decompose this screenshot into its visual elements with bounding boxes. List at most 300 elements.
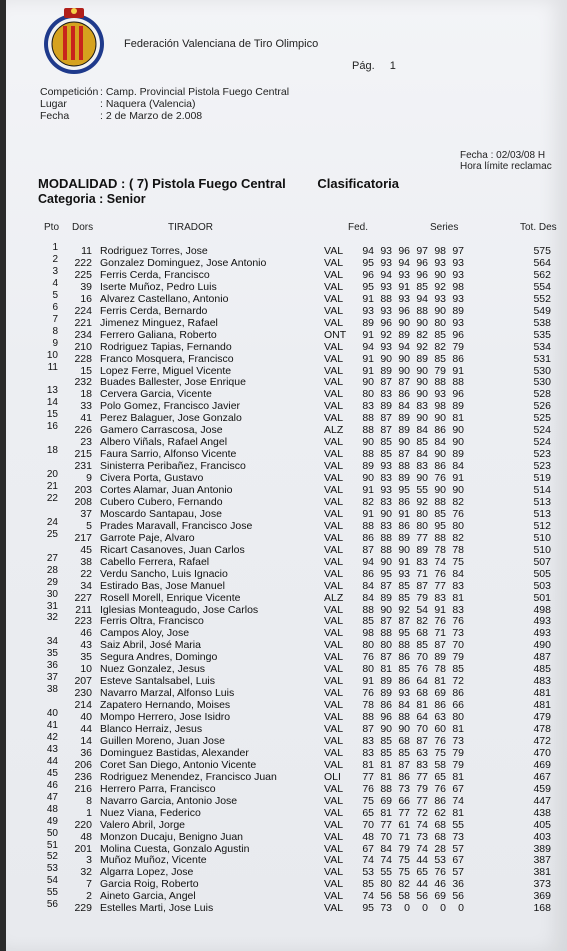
total-cell: 403 <box>533 830 551 843</box>
shooter-name-cell: Dominguez Bastidas, Alexander <box>100 746 249 759</box>
shooter-name-cell: Rodriguez Menendez, Francisco Juan <box>100 770 277 783</box>
total-cell: 490 <box>533 639 551 652</box>
series-3-cell: 91 <box>398 280 410 293</box>
series-1-cell: 80 <box>362 388 374 401</box>
total-cell: 501 <box>533 591 551 604</box>
series-5-cell: 92 <box>434 280 446 293</box>
rank-cell: 3 <box>52 265 58 277</box>
series-6-cell: 93 <box>452 268 464 281</box>
total-cell: 369 <box>533 890 551 903</box>
series-4-cell: 65 <box>416 866 428 879</box>
federation-cell: VAL <box>324 663 344 676</box>
series-2-cell: 84 <box>380 842 392 855</box>
bib-cell: 210 <box>74 340 92 353</box>
bib-cell: 14 <box>80 734 92 747</box>
series-5-cell: 68 <box>434 830 446 843</box>
rank-cell: 16 <box>46 421 58 433</box>
shooter-name-cell: Ferris Cerda, Bernardo <box>100 304 208 317</box>
series-3-cell: 89 <box>398 328 410 341</box>
bib-cell: 211 <box>75 603 92 616</box>
shooter-name-cell: Segura Andres, Domingo <box>100 651 218 664</box>
series-1-cell: 81 <box>362 758 374 771</box>
series-6-cell: 73 <box>452 830 464 843</box>
rank-cell: 4 <box>52 277 58 289</box>
series-2-cell: 89 <box>380 364 392 377</box>
series-3-cell: 93 <box>398 567 410 580</box>
series-4-cell: 90 <box>416 316 428 329</box>
series-3-cell: 91 <box>398 555 410 568</box>
rank-cell: 10 <box>46 349 58 361</box>
series-5-cell: 58 <box>434 758 446 771</box>
series-5-cell: 88 <box>434 495 446 508</box>
series-4-cell: 79 <box>416 591 428 604</box>
series-1-cell: 95 <box>362 902 374 915</box>
series-1-cell: 88 <box>362 519 374 532</box>
series-1-cell: 65 <box>362 806 374 819</box>
total-cell: 483 <box>533 675 551 688</box>
shooter-name-cell: Molina Cuesta, Gonzalo Agustin <box>100 842 250 855</box>
series-2-cell: 80 <box>380 878 392 891</box>
total-cell: 513 <box>533 507 551 520</box>
federation-cell: VAL <box>324 567 344 580</box>
series-3-cell: 86 <box>398 388 410 401</box>
series-6-cell: 96 <box>452 328 464 341</box>
federation-cell: VAL <box>324 746 344 759</box>
bib-cell: 15 <box>80 364 92 377</box>
series-5-cell: 75 <box>434 746 446 759</box>
series-6-cell: 89 <box>452 448 464 461</box>
series-3-cell: 90 <box>398 352 410 365</box>
date-value: : 2 de Marzo de 2.008 <box>100 110 203 122</box>
federation-cell: VAL <box>324 292 344 305</box>
series-3-cell: 90 <box>398 436 410 449</box>
series-5-cell: 87 <box>434 639 446 652</box>
series-2-cell: 74 <box>380 854 392 867</box>
shooter-name-cell: Rosell Morell, Enrique Vicente <box>100 591 241 604</box>
bib-cell: 222 <box>74 256 92 269</box>
rank-cell: 11 <box>47 361 58 373</box>
bib-cell: 10 <box>80 663 92 676</box>
bib-cell: 5 <box>86 519 92 532</box>
shooter-name-cell: Guillen Moreno, Juan Jose <box>100 734 225 747</box>
shooter-name-cell: Garrote Paje, Alvaro <box>100 531 195 544</box>
shooter-name-cell: Buades Ballester, Jose Enrique <box>100 376 246 389</box>
rank-cell: 9 <box>52 337 58 349</box>
series-5-cell: 62 <box>434 806 446 819</box>
series-4-cell: 85 <box>416 280 428 293</box>
series-1-cell: 88 <box>362 448 374 461</box>
series-5-cell: 65 <box>434 770 446 783</box>
series-6-cell: 0 <box>458 902 464 915</box>
series-1-cell: 91 <box>362 484 374 496</box>
column-header-dors: Dors <box>72 222 94 233</box>
series-1-cell: 84 <box>362 579 374 592</box>
series-5-cell: 85 <box>434 352 446 365</box>
series-4-cell: 44 <box>416 878 428 891</box>
series-6-cell: 98 <box>452 280 464 293</box>
series-3-cell: 86 <box>398 651 410 664</box>
shooter-name-cell: Moscardo Santapau, Jose <box>100 507 222 520</box>
total-cell: 512 <box>533 519 551 532</box>
series-1-cell: 91 <box>362 292 374 305</box>
rank-cell: 44 <box>46 755 58 767</box>
series-2-cell: 80 <box>380 639 392 652</box>
series-4-cell: 84 <box>416 424 428 437</box>
series-6-cell: 90 <box>452 484 464 496</box>
series-1-cell: 83 <box>362 746 374 759</box>
series-3-cell: 93 <box>398 687 410 700</box>
shooter-name-cell: Estelles Marti, Jose Luis <box>100 902 214 915</box>
series-1-cell: 86 <box>362 567 374 580</box>
federation-cell: VAL <box>324 376 344 389</box>
series-1-cell: 88 <box>362 711 374 724</box>
federation-cell: VAL <box>324 484 344 496</box>
federation-cell: VAL <box>324 723 344 735</box>
bib-cell: 231 <box>74 460 92 473</box>
series-6-cell: 57 <box>452 866 464 879</box>
total-cell: 524 <box>533 424 551 437</box>
series-3-cell: 92 <box>398 603 410 616</box>
bib-cell: 206 <box>74 758 92 771</box>
series-6-cell: 79 <box>452 746 464 759</box>
total-cell: 549 <box>533 304 551 317</box>
print-date: Fecha : 02/03/08 H <box>460 150 546 161</box>
series-5-cell: 86 <box>434 699 446 712</box>
total-cell: 554 <box>533 280 551 293</box>
place-label: Lugar <box>40 98 67 110</box>
bib-cell: 3 <box>86 854 92 867</box>
rank-cell: 8 <box>52 325 58 337</box>
series-4-cell: 79 <box>416 782 428 795</box>
shooter-name-cell: Faura Sarrio, Alfonso Vicente <box>100 448 237 461</box>
shooter-name-cell: Jimenez Minguez, Rafael <box>100 316 218 329</box>
total-cell: 503 <box>533 579 551 592</box>
series-2-cell: 90 <box>380 555 392 568</box>
rank-cell: 13 <box>46 385 58 397</box>
federation-cell: VAL <box>324 256 344 269</box>
series-2-cell: 89 <box>380 675 392 688</box>
total-cell: 373 <box>533 878 551 891</box>
bib-cell: 216 <box>74 782 92 795</box>
series-5-cell: 76 <box>434 615 446 628</box>
total-cell: 485 <box>533 663 551 676</box>
series-6-cell: 86 <box>452 687 464 700</box>
series-6-cell: 74 <box>452 794 464 807</box>
rank-cell: 21 <box>46 481 58 492</box>
bib-cell: 45 <box>80 543 92 556</box>
federation-cell: VAL <box>324 711 344 724</box>
total-cell: 562 <box>533 268 551 281</box>
shooter-name-cell: Lopez Ferre, Miguel Vicente <box>100 364 232 377</box>
total-cell: 519 <box>533 472 551 485</box>
shooter-name-cell: Coret San Diego, Antonio Vicente <box>100 758 257 771</box>
rank-cell: 55 <box>46 887 58 899</box>
series-4-cell: 55 <box>416 484 428 496</box>
bib-cell: 214 <box>74 699 92 712</box>
series-6-cell: 86 <box>452 352 464 365</box>
series-5-cell: 78 <box>434 543 446 556</box>
series-5-cell: 28 <box>434 842 446 855</box>
shooter-name-cell: Esteve Santalsabel, Luis <box>100 675 215 688</box>
federation-cell: VAL <box>324 495 344 508</box>
page-number: 1 <box>389 60 396 72</box>
series-4-cell: 83 <box>416 400 428 413</box>
series-4-cell: 64 <box>416 675 428 688</box>
series-6-cell: 83 <box>452 603 464 616</box>
series-3-cell: 87 <box>398 448 410 461</box>
shooter-name-cell: Aineto Garcia, Angel <box>100 890 196 903</box>
federation-cell: VAL <box>324 794 344 807</box>
series-1-cell: 96 <box>362 268 374 281</box>
series-1-cell: 91 <box>362 364 374 377</box>
rank-cell: 1 <box>52 242 58 253</box>
series-5-cell: 89 <box>434 651 446 664</box>
series-3-cell: 90 <box>398 723 410 735</box>
series-5-cell: 86 <box>434 460 446 473</box>
rank-cell: 29 <box>46 576 58 588</box>
series-3-cell: 95 <box>398 627 410 640</box>
series-2-cell: 90 <box>380 603 392 616</box>
shooter-name-cell: Albero Viñals, Rafael Angel <box>100 436 228 449</box>
place-row <box>40 98 289 110</box>
total-cell: 381 <box>533 866 551 879</box>
series-5-cell: 88 <box>434 531 446 544</box>
series-2-cell: 85 <box>380 448 392 461</box>
series-2-cell: 88 <box>380 292 392 305</box>
shooter-name-cell: Ferris Oltra, Francisco <box>100 615 204 628</box>
bib-cell: 37 <box>80 507 92 520</box>
series-1-cell: 53 <box>362 866 374 879</box>
rank-cell: 28 <box>46 564 58 576</box>
rank-cell: 31 <box>46 600 58 612</box>
rank-cell: 24 <box>46 516 58 528</box>
series-6-cell: 73 <box>452 734 464 747</box>
series-6-cell: 75 <box>452 555 464 568</box>
rank-cell: 47 <box>46 791 58 803</box>
shooter-name-cell: Muñoz Muñoz, Vicente <box>100 854 207 867</box>
series-4-cell: 90 <box>416 376 428 389</box>
series-6-cell: 91 <box>452 472 464 485</box>
series-2-cell: 85 <box>380 746 392 759</box>
series-6-cell: 93 <box>452 292 464 305</box>
shooter-name-cell: Alvarez Castellano, Antonio <box>100 292 229 305</box>
series-5-cell: 74 <box>434 555 446 568</box>
series-6-cell: 79 <box>452 651 464 664</box>
total-cell: 510 <box>533 531 551 544</box>
competition-value: : Camp. Provincial Pistola Fuego Central <box>100 86 290 98</box>
shooter-name-cell: Garcia Roig, Roberto <box>100 878 199 891</box>
series-2-cell: 88 <box>380 543 392 556</box>
federation-cell: VAL <box>324 460 344 473</box>
shooter-name-cell: Polo Gomez, Francisco Javier <box>100 400 241 413</box>
federation-crest-icon <box>38 6 110 76</box>
series-5-cell: 90 <box>434 412 446 425</box>
series-2-cell: 94 <box>380 268 392 281</box>
shooter-name-cell: Valero Abril, Jorge <box>100 818 186 831</box>
series-5-cell: 91 <box>434 603 446 616</box>
series-4-cell: 87 <box>416 579 428 592</box>
rank-cell: 5 <box>52 289 58 301</box>
rank-cell: 45 <box>46 767 58 779</box>
series-3-cell: 0 <box>404 902 410 915</box>
series-2-cell: 93 <box>380 280 392 293</box>
total-cell: 405 <box>533 818 551 831</box>
series-1-cell: 83 <box>362 400 374 413</box>
series-1-cell: 98 <box>362 627 374 640</box>
federation-cell: VAL <box>324 878 344 891</box>
total-cell: 493 <box>533 615 551 628</box>
bib-cell: 230 <box>74 687 92 700</box>
series-4-cell: 54 <box>416 603 428 616</box>
federation-cell: VAL <box>324 543 344 556</box>
series-6-cell: 55 <box>452 818 464 831</box>
series-6-cell: 91 <box>452 364 464 377</box>
series-6-cell: 80 <box>452 519 464 532</box>
federation-cell: ALZ <box>324 424 344 437</box>
series-5-cell: 86 <box>434 424 446 437</box>
series-5-cell: 69 <box>434 687 446 700</box>
series-6-cell: 76 <box>452 615 464 628</box>
total-cell: 481 <box>533 699 551 712</box>
series-3-cell: 89 <box>398 472 410 485</box>
series-5-cell: 46 <box>434 878 446 891</box>
series-1-cell: 87 <box>362 543 374 556</box>
series-2-cell: 90 <box>380 507 392 520</box>
series-5-cell: 98 <box>434 245 446 257</box>
total-cell: 479 <box>533 711 551 724</box>
rank-cell: 18 <box>46 445 58 457</box>
total-cell: 505 <box>533 567 551 580</box>
series-1-cell: 94 <box>362 340 374 353</box>
federation-cell: VAL <box>324 304 344 317</box>
column-header-fed: Fed. <box>348 222 369 233</box>
series-5-cell: 60 <box>434 723 446 735</box>
series-4-cell: 68 <box>416 687 428 700</box>
series-5-cell: 93 <box>434 292 446 305</box>
shooter-name-cell: Rodriguez Tapias, Fernando <box>100 340 232 353</box>
series-2-cell: 85 <box>380 734 392 747</box>
series-3-cell: 85 <box>398 746 410 759</box>
total-cell: 498 <box>533 603 551 616</box>
series-2-cell: 93 <box>380 340 392 353</box>
series-1-cell: 75 <box>362 794 374 807</box>
federation-cell: VAL <box>324 280 344 293</box>
series-4-cell: 82 <box>416 328 428 341</box>
rank-cell: 38 <box>46 684 58 696</box>
shooter-name-cell: Iserte Muñoz, Pedro Luis <box>100 280 217 293</box>
total-cell: 472 <box>533 734 551 747</box>
series-1-cell: 89 <box>362 316 374 329</box>
series-6-cell: 81 <box>452 806 464 819</box>
federation-cell: VAL <box>324 902 344 915</box>
series-1-cell: 94 <box>362 245 374 257</box>
federation-cell: VAL <box>324 890 344 903</box>
series-2-cell: 83 <box>380 519 392 532</box>
series-2-cell: 81 <box>380 806 392 819</box>
series-6-cell: 36 <box>452 878 464 891</box>
rank-cell: 41 <box>46 720 58 731</box>
series-5-cell: 76 <box>434 782 446 795</box>
total-cell: 526 <box>533 400 551 413</box>
federation-cell: VAL <box>324 436 344 449</box>
series-3-cell: 66 <box>398 794 410 807</box>
bib-cell: 207 <box>74 675 92 688</box>
series-1-cell: 90 <box>362 376 374 389</box>
series-2-cell: 55 <box>380 866 392 879</box>
federation-cell: OLI <box>324 770 341 783</box>
claim-limit: Hora límite reclamac <box>460 161 552 172</box>
rank-cell: 32 <box>46 612 58 624</box>
federation-cell: VAL <box>324 531 344 544</box>
series-3-cell: 79 <box>398 842 410 855</box>
total-cell: 514 <box>533 484 551 496</box>
series-4-cell: 92 <box>416 340 428 353</box>
series-6-cell: 82 <box>452 495 464 508</box>
column-header-total: Tot. Des <box>520 222 557 233</box>
series-2-cell: 88 <box>380 782 392 795</box>
series-2-cell: 87 <box>380 579 392 592</box>
series-5-cell: 76 <box>434 472 446 485</box>
series-6-cell: 57 <box>452 842 464 855</box>
shooter-name-cell: Estirado Bas, Jose Manuel <box>100 579 225 592</box>
series-5-cell: 93 <box>434 256 446 269</box>
series-4-cell: 92 <box>416 495 428 508</box>
federation-cell: VAL <box>324 579 344 592</box>
series-6-cell: 76 <box>452 507 464 520</box>
total-cell: 535 <box>533 328 551 341</box>
series-5-cell: 63 <box>434 711 446 724</box>
series-5-cell: 71 <box>434 627 446 640</box>
total-cell: 525 <box>533 412 551 425</box>
bib-cell: 22 <box>80 567 92 580</box>
series-5-cell: 80 <box>434 316 446 329</box>
series-1-cell: 76 <box>362 782 374 795</box>
series-3-cell: 93 <box>398 268 410 281</box>
series-6-cell: 90 <box>452 424 464 437</box>
series-6-cell: 79 <box>452 340 464 353</box>
series-3-cell: 86 <box>398 495 410 508</box>
series-6-cell: 85 <box>452 663 464 676</box>
series-4-cell: 83 <box>416 555 428 568</box>
total-cell: 510 <box>533 543 551 556</box>
series-6-cell: 81 <box>452 770 464 783</box>
series-3-cell: 89 <box>398 424 410 437</box>
shooter-name-cell: Civera Porta, Gustavo <box>100 472 204 485</box>
series-4-cell: 80 <box>416 519 428 532</box>
series-3-cell: 77 <box>398 806 410 819</box>
series-3-cell: 84 <box>398 400 410 413</box>
federation-cell: VAL <box>324 603 344 616</box>
bib-cell: 201 <box>74 842 92 855</box>
series-2-cell: 88 <box>380 627 392 640</box>
series-3-cell: 90 <box>398 364 410 377</box>
series-2-cell: 87 <box>380 412 392 425</box>
series-2-cell: 88 <box>380 531 392 544</box>
series-6-cell: 89 <box>452 400 464 413</box>
series-6-cell: 90 <box>452 436 464 449</box>
shooter-name-cell: Saiz Abril, José Maria <box>100 639 201 652</box>
rank-cell: 2 <box>52 253 58 265</box>
shooter-name-cell: Algarra Lopez, Jose <box>100 866 194 879</box>
bib-cell: 11 <box>81 245 92 257</box>
series-1-cell: 83 <box>362 734 374 747</box>
series-4-cell: 71 <box>416 567 428 580</box>
rank-cell: 46 <box>46 779 58 791</box>
series-1-cell: 91 <box>362 675 374 688</box>
total-cell: 524 <box>533 436 551 449</box>
federation-cell: VAL <box>324 854 344 867</box>
classification-label: Clasificatoria <box>317 176 400 191</box>
